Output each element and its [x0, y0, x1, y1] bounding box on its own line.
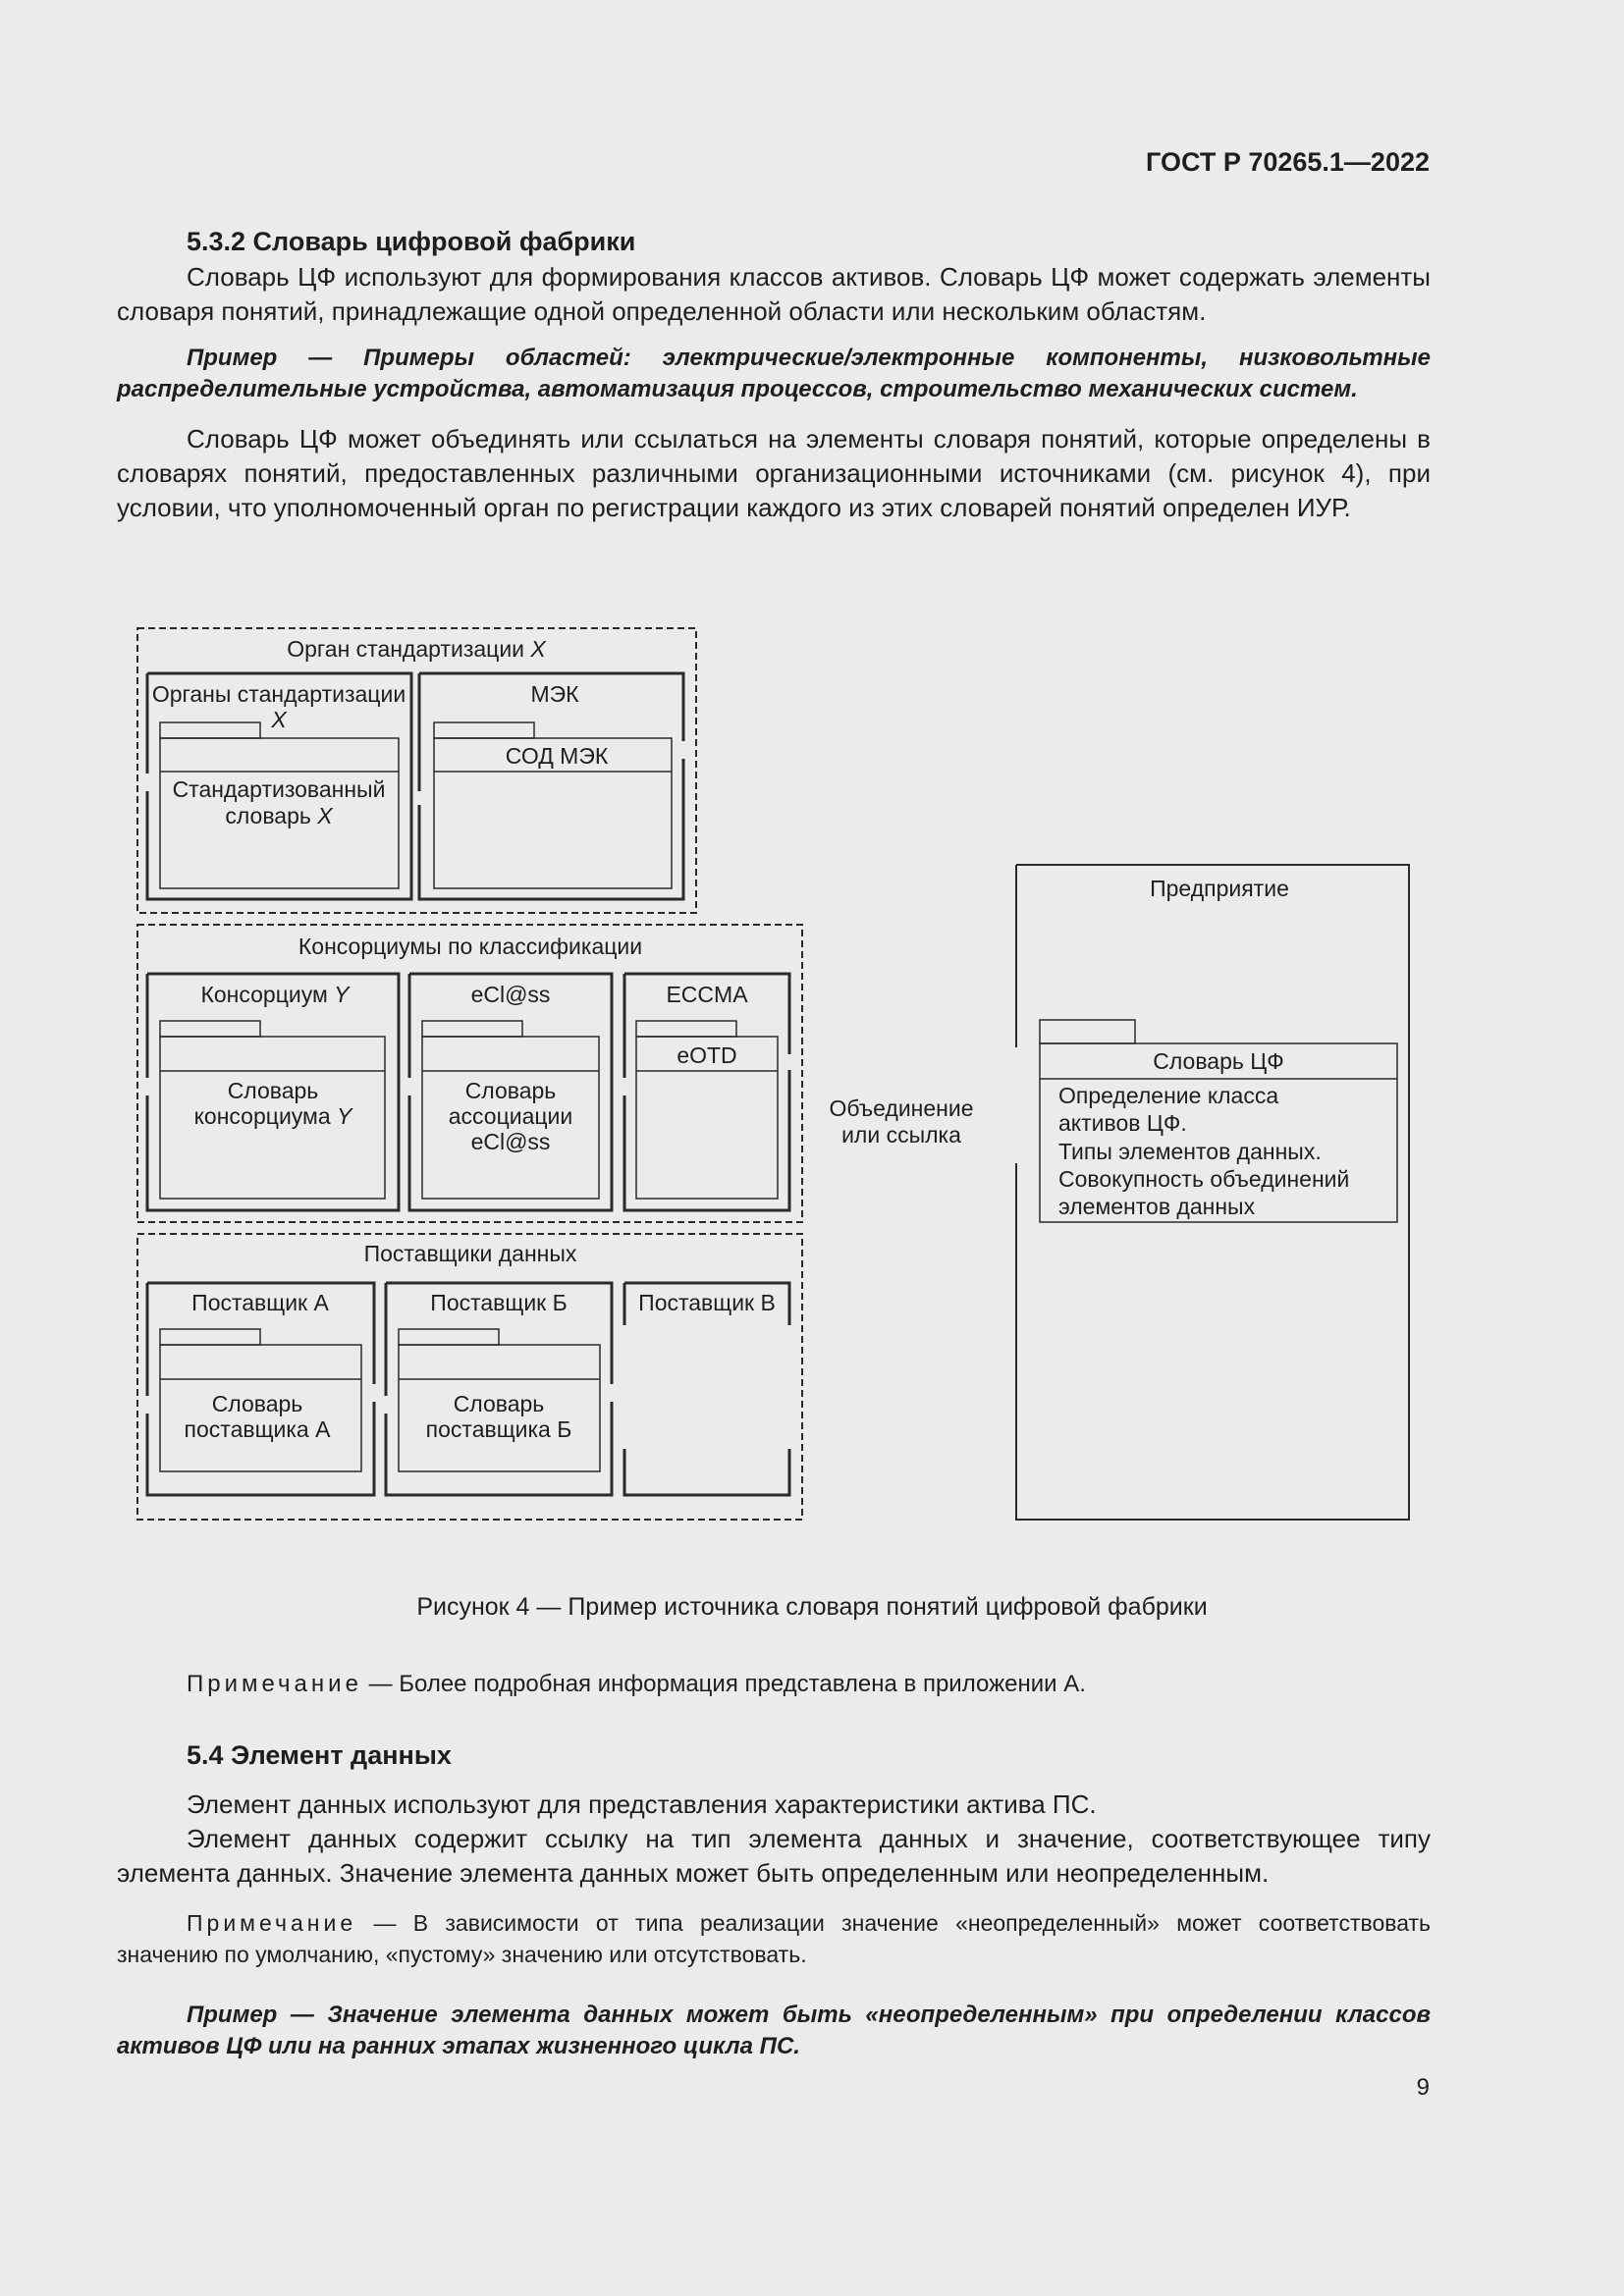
box-iec-title: МЭК	[530, 681, 579, 707]
dict-eclass-line1: Словарь	[464, 1078, 557, 1103]
example-undefined-value: Пример — Значение элемента данных может быть «неопределенным» при определении классов активов ЦФ или на ранних этапах жизненного цикла ПС.	[117, 2002, 1431, 2059]
enterprise-item: Типы элементов данных.	[1058, 1139, 1322, 1164]
dict-tab-supplier-b	[399, 1329, 499, 1345]
box-standards-bodies-var: X	[271, 707, 287, 732]
note-label: Примечание	[187, 1671, 362, 1697]
dict-eotd-title: eOTD	[677, 1042, 737, 1068]
box-eccma-frame	[624, 974, 789, 1210]
paragraph-data-element-purpose: Элемент данных используют для представления характеристики актива ПС.	[187, 1789, 1097, 1819]
box-supplier-v-title: Поставщик В	[638, 1290, 776, 1315]
standard-code: ГОСТ Р 70265.1—2022	[1146, 147, 1430, 177]
box-supplier-b-title: Поставщик Б	[430, 1290, 568, 1315]
group-suppliers-title: Поставщики данных	[363, 1241, 577, 1266]
page-number: 9	[1416, 2074, 1430, 2101]
example-domains: Пример — Примеры областей: электрические/электронные компоненты, низковольтные распределительные устройства, автоматизация процессов, строительство механических систем.	[117, 345, 1431, 402]
dict-tab-eclass	[422, 1021, 522, 1037]
dict-standardized-line2: словарь X	[225, 803, 333, 828]
box-eclass-title: eCl@ss	[470, 982, 551, 1007]
dict-tab-consortium	[160, 1021, 260, 1037]
note-label: Примечание	[187, 1910, 357, 1936]
dict-consortium-line1: Словарь	[227, 1078, 319, 1103]
enterprise-frame	[1016, 865, 1409, 1520]
dict-tab-standardized	[160, 722, 260, 738]
enterprise-item: элементов данных	[1058, 1194, 1256, 1219]
paragraph-data-element-content: Элемент данных содержит ссылку на тип элемента данных и значение, соответствующее типу элемента данных. Значение элемента данных может быть определенным или неопределенным.	[117, 1824, 1431, 1888]
group-consortia-frame	[137, 925, 802, 1222]
note-undefined-value: Примечание — В зависимости от типа реализации значение «неопределенный» может соответствовать значению по умолчанию, «пустому» значению или отсутствовать.	[117, 1910, 1431, 1967]
dict-tab-iec	[434, 722, 534, 738]
dict-supplier-a-line1: Словарь	[211, 1391, 303, 1416]
link-label-line1: Объединение	[829, 1095, 974, 1121]
dict-eclass-line3: eCl@ss	[470, 1129, 551, 1154]
group-consortia-title: Консорциумы по классификации	[298, 934, 643, 959]
dict-standardized-line1: Стандартизованный	[172, 776, 386, 802]
section-heading-5-3-2: 5.3.2 Словарь цифровой фабрики	[187, 227, 636, 256]
box-eccma-title: ECCMA	[666, 982, 748, 1007]
box-supplier-a-title: Поставщик А	[191, 1290, 329, 1315]
box-standards-bodies-title: Органы стандартизации	[151, 681, 406, 707]
dict-digital-factory-title: Словарь ЦФ	[1153, 1048, 1284, 1074]
figure-caption: Рисунок 4 — Пример источника словаря понятий цифровой фабрики	[416, 1593, 1208, 1621]
enterprise-item: Совокупность объединений	[1058, 1166, 1350, 1192]
group-standardization-title: Орган стандартизации X	[287, 636, 546, 662]
dict-supplier-b-line1: Словарь	[453, 1391, 545, 1416]
note-appendix: Примечание — Более подробная информация представлена в приложении А.	[187, 1671, 1086, 1697]
dict-eclass-line2: ассоциации	[448, 1103, 573, 1129]
section-heading-5-4: 5.4 Элемент данных	[187, 1740, 452, 1770]
enterprise-item: активов ЦФ.	[1058, 1110, 1187, 1136]
dict-supplier-a-line2: поставщика А	[184, 1416, 331, 1442]
group-standardization-frame	[137, 628, 696, 913]
dict-tab-supplier-a	[160, 1329, 260, 1345]
dict-consortium-line2: консорциума Y	[193, 1103, 352, 1129]
paragraph-vocabulary-sources: Словарь ЦФ может объединять или ссылаться на элементы словаря понятий, которые определены в словарях понятий, предоставленных различными организационными источниками (см. рисунок 4), при условии, что уполномоченный орган по регистрации каждого из этих словарей понятий определен ИУР.	[117, 424, 1431, 522]
group-suppliers-frame	[137, 1234, 802, 1520]
box-iec-frame	[419, 673, 683, 899]
dict-iec-cdd-title: СОД МЭК	[505, 743, 609, 769]
link-label-line2: или ссылка	[841, 1122, 961, 1148]
dict-tab-eotd	[636, 1021, 736, 1037]
enterprise-item: Определение класса	[1058, 1083, 1279, 1108]
dict-tab-df	[1040, 1020, 1135, 1043]
box-consortium-y-title: Консорциум Y	[200, 982, 350, 1007]
paragraph-vocabulary-usage: Словарь ЦФ используют для формирования классов активов. Словарь ЦФ может содержать элементы словаря понятий, принадлежащие одной определенной области или нескольким областям.	[117, 262, 1431, 326]
enterprise-title: Предприятие	[1150, 876, 1289, 901]
dict-supplier-b-line2: поставщика Б	[425, 1416, 572, 1442]
